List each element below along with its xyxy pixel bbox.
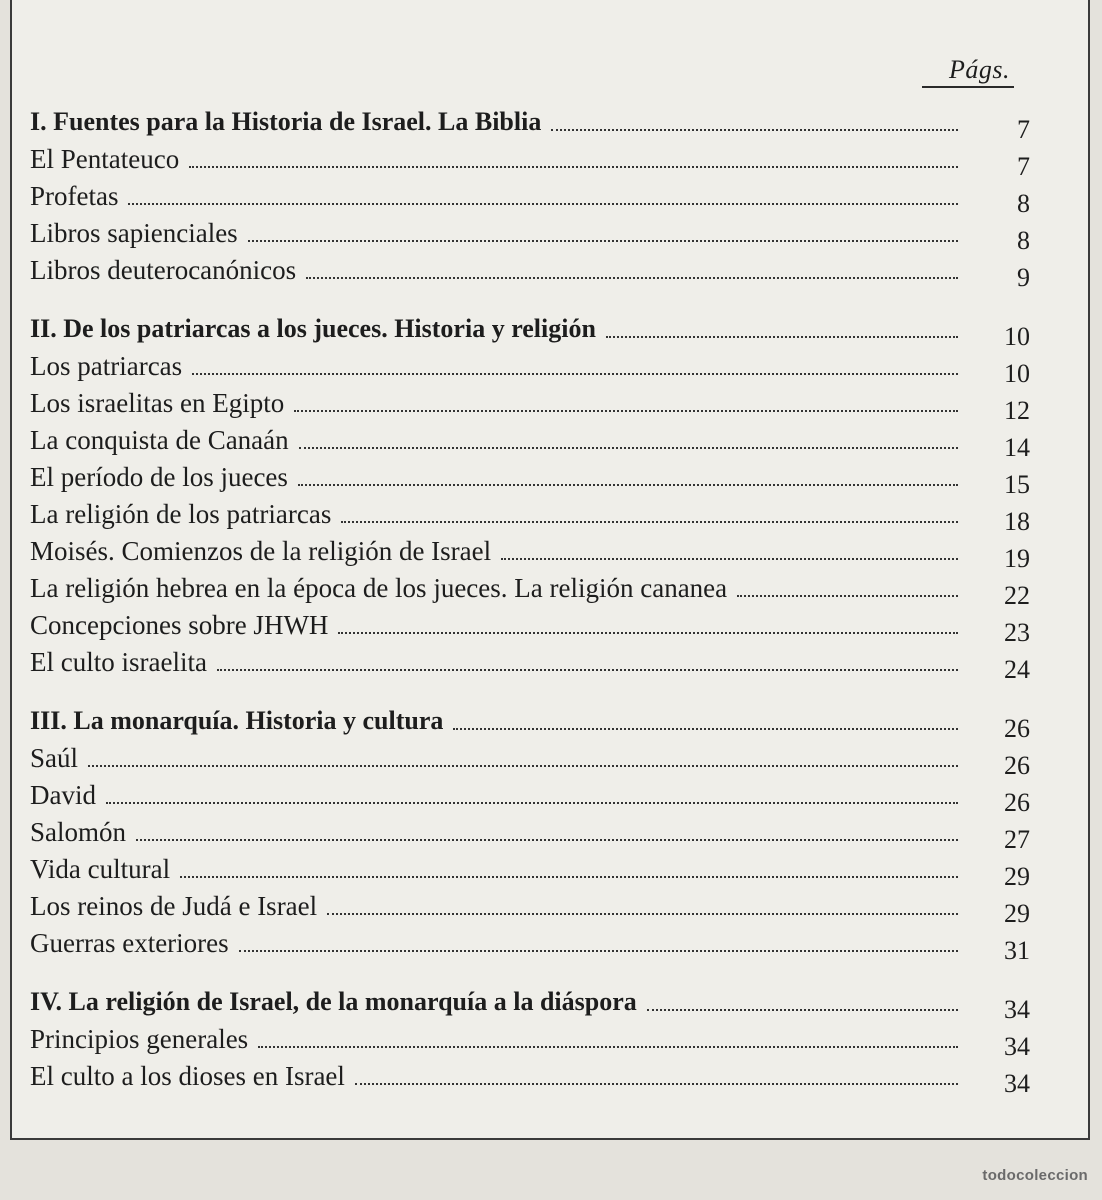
page-number: 18 [1004, 507, 1030, 536]
dot-leader [298, 472, 958, 486]
page-number: 29 [1004, 899, 1030, 928]
dot-leader [258, 1034, 958, 1048]
page-number: 8 [1017, 226, 1030, 255]
dot-leader [192, 361, 958, 375]
toc-entry [30, 736, 1030, 780]
toc-entry [30, 810, 1030, 854]
dot-leader [453, 716, 958, 730]
section-title: II. De los patriarcas a los jueces. Historia y religión [30, 314, 596, 343]
toc-entry [30, 529, 1030, 573]
dot-leader [189, 154, 958, 168]
dot-leader [501, 546, 958, 560]
toc-entry [30, 174, 1030, 218]
page-number: 10 [1004, 359, 1030, 388]
pags-underline [922, 86, 1014, 88]
dot-leader [248, 228, 958, 242]
page-number: 34 [1004, 995, 1030, 1024]
toc-entry [30, 381, 1030, 425]
entry-label: El período de los jueces [30, 462, 288, 492]
page-number: 34 [1004, 1032, 1030, 1061]
dot-leader [355, 1071, 958, 1085]
entry-label: Guerras exteriores [30, 928, 229, 958]
entry-label: El culto israelita [30, 647, 207, 677]
page-number: 29 [1004, 862, 1030, 891]
entry-label: Libros deuterocanónicos [30, 255, 297, 285]
entry-label: Moisés. Comienzos de la religión de Israel [30, 536, 492, 566]
toc-entry [30, 1017, 1030, 1061]
dot-leader [341, 509, 958, 523]
dot-leader [136, 827, 958, 841]
dot-leader [88, 753, 958, 767]
page-number: 7 [1017, 152, 1030, 181]
entry-label: Salomón [30, 817, 127, 847]
toc-entry [30, 418, 1030, 462]
entry-label: La religión de los patriarcas [30, 499, 332, 529]
dot-leader [606, 324, 958, 338]
entry-label: Principios generales [30, 1024, 249, 1054]
entry-label: La conquista de Canaán [30, 425, 289, 455]
page-number: 23 [1004, 618, 1030, 647]
entry-label: Libros sapienciales [30, 218, 238, 248]
entry-label: David [30, 780, 96, 810]
dot-leader [239, 938, 958, 952]
pags-header: Págs. [949, 55, 1010, 84]
toc-section-3 [30, 699, 1030, 743]
dot-leader [180, 864, 958, 878]
toc-entry [30, 921, 1030, 965]
toc-entry [30, 640, 1030, 684]
entry-label: El culto a los dioses en Israel [30, 1061, 345, 1091]
page-number: 26 [1004, 751, 1030, 780]
page-number: 19 [1004, 544, 1030, 573]
toc-section-1 [30, 100, 1030, 144]
page-number: 26 [1004, 714, 1030, 743]
toc-entry [30, 248, 1030, 292]
toc-section-4 [30, 980, 1030, 1024]
toc-entry [30, 211, 1030, 255]
entry-label: Los patriarcas [30, 351, 183, 381]
dot-leader [217, 657, 958, 671]
entry-label: Los reinos de Judá e Israel [30, 891, 318, 921]
dot-leader [294, 398, 958, 412]
page-number: 15 [1004, 470, 1030, 499]
toc-section-2 [30, 307, 1030, 351]
entry-label: Vida cultural [30, 854, 171, 884]
page-number: 27 [1004, 825, 1030, 854]
entry-label: Concepciones sobre JHWH [30, 610, 329, 640]
section-title: I. Fuentes para la Historia de Israel. La Biblia [30, 107, 542, 136]
dot-leader [737, 583, 958, 597]
page-number: 34 [1004, 1069, 1030, 1098]
dot-leader [338, 620, 958, 634]
toc-entry [30, 773, 1030, 817]
dot-leader [128, 191, 958, 205]
toc-entry [30, 603, 1030, 647]
entry-label: El Pentateuco [30, 144, 180, 174]
toc-entry [30, 455, 1030, 499]
dot-leader [647, 997, 958, 1011]
watermark-text: todocoleccion [982, 1167, 1088, 1184]
page-number: 22 [1004, 581, 1030, 610]
entry-label: La religión hebrea en la época de los jueces. La religión cananea [30, 573, 728, 603]
page-number: 10 [1004, 322, 1030, 351]
page-number: 9 [1017, 263, 1030, 292]
page-number: 26 [1004, 788, 1030, 817]
toc-entry [30, 137, 1030, 181]
toc-entry [30, 344, 1030, 388]
toc-entry [30, 492, 1030, 536]
entry-label: Saúl [30, 743, 79, 773]
dot-leader [306, 265, 958, 279]
page-number: 12 [1004, 396, 1030, 425]
page-number: 24 [1004, 655, 1030, 684]
page-number: 31 [1004, 936, 1030, 965]
toc-entry [30, 884, 1030, 928]
toc-entry [30, 1054, 1030, 1098]
dot-leader [299, 435, 958, 449]
table-of-contents [30, 100, 1030, 1098]
toc-entry [30, 566, 1030, 610]
entry-label: Profetas [30, 181, 119, 211]
book-page [10, 0, 1090, 1140]
page-number: 7 [1017, 115, 1030, 144]
entry-label: Los israelitas en Egipto [30, 388, 285, 418]
dot-leader [106, 790, 958, 804]
section-title: IV. La religión de Israel, de la monarquía a la diáspora [30, 987, 637, 1016]
dot-leader [327, 901, 958, 915]
section-title: III. La monarquía. Historia y cultura [30, 706, 444, 735]
toc-entry [30, 847, 1030, 891]
page-number: 8 [1017, 189, 1030, 218]
dot-leader [551, 117, 958, 131]
page-number: 14 [1004, 433, 1030, 462]
